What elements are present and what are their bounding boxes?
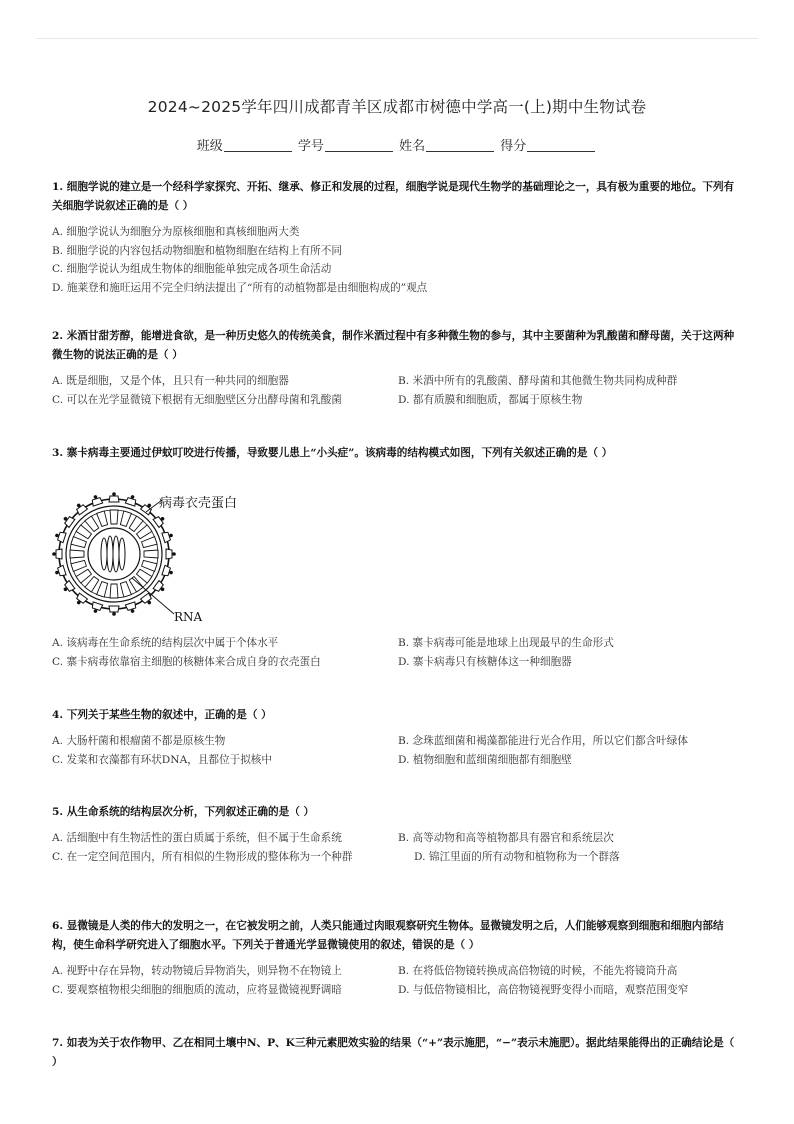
option-a: A. 大肠杆菌和根瘤菌不都是原核生物 bbox=[52, 735, 226, 747]
question-3-options bbox=[52, 634, 742, 671]
score-label: 得分 bbox=[500, 139, 527, 154]
rna-coil bbox=[101, 536, 125, 572]
question-7 bbox=[52, 1034, 742, 1072]
question-6 bbox=[52, 917, 742, 999]
option-b: B. 细胞学说的内容包括动物细胞和植物细胞在结构上有所不同 bbox=[52, 244, 342, 257]
option-c: C. 细胞学说认为组成生物体的细胞能单独完成各项生命活动 bbox=[52, 263, 332, 275]
option-b: B. 在将低倍物镜转换成高倍物镜的时候，不能先将镜筒升高 bbox=[398, 965, 678, 977]
question-stem: 1. 细胞学说的建立是一个经科学家探究、开拓、继承、修正和发展的过程，细胞学说是现代生物学的基础理论之一，具有极为重要的地位。下列有关细胞学说叙述正确的是（ ） bbox=[52, 181, 735, 212]
spike-protein bbox=[109, 492, 119, 524]
spike-protein bbox=[109, 584, 119, 616]
class-blank[interactable] bbox=[224, 138, 292, 152]
question-4 bbox=[52, 706, 742, 769]
option-b: B. 寨卡病毒可能是地球上出现最早的生命形式 bbox=[398, 637, 614, 649]
question-stem: 7. 如表为关于农作物甲、乙在相同土壤中N、P、K三种元素肥效实验的结果（“+”表示施肥，“−”表示未施肥）。据此结果能得出的正确结论是（ ） bbox=[52, 1037, 735, 1068]
name-blank[interactable] bbox=[426, 138, 494, 152]
option-d: D. 锦江里面的所有动物和植物称为一个群落 bbox=[414, 850, 620, 863]
class-label: 班级 bbox=[196, 139, 223, 154]
name-label: 姓名 bbox=[399, 139, 426, 154]
option-d: D. 施莱登和施旺运用不完全归纳法提出了“所有的动植物都是由细胞构成的”观点 bbox=[52, 281, 428, 294]
option-a: A. 视野中存在异物，转动物镜后异物消失，则异物不在物镜上 bbox=[52, 965, 342, 977]
zika-virus-diagram bbox=[52, 490, 262, 622]
question-5 bbox=[52, 803, 742, 866]
option-d: D. 与低倍物镜相比，高倍物镜视野变得小而暗，观察范围变窄 bbox=[398, 983, 689, 996]
option-a: A. 活细胞中有生物活性的蛋白质属于系统，但不属于生命系统 bbox=[52, 832, 342, 844]
spike-protein bbox=[52, 549, 84, 559]
question-stem: 5. 从生命系统的结构层次分析，下列叙述正确的是（ ） bbox=[52, 806, 315, 818]
spike-protein bbox=[144, 549, 176, 559]
option-d: D. 植物细胞和蓝细菌细胞都有细胞壁 bbox=[398, 753, 572, 766]
option-b: B. 米酒中所有的乳酸菌、酵母菌和其他微生物共同构成种群 bbox=[398, 375, 678, 387]
option-a: A. 细胞学说认为细胞分为原核细胞和真核细胞两大类 bbox=[52, 226, 300, 238]
capsid-protein-label: 病毒衣壳蛋白 bbox=[159, 496, 238, 511]
option-d: D. 寨卡病毒只有核糖体这一种细胞器 bbox=[398, 655, 572, 668]
question-stem: 6. 显微镜是人类的伟大的发明之一，在它被发明之前，人类只能通过肉眼观察研究生物体。显微镜发明之后，人们能够观察到细胞和细胞内部结构，使生命科学研究进入了细胞水平。下列关于普通光学显微镜使用的叙述，错误的是（ ） bbox=[52, 920, 724, 951]
question-stem: 3. 寨卡病毒主要通过伊蚊叮咬进行传播，导致婴儿患上“小头症”。该病毒的结构模式如图，下列有关叙述正确的是（ ） bbox=[52, 447, 613, 459]
option-b: B. 念珠蓝细菌和褐藻都能进行光合作用，所以它们都含叶绿体 bbox=[398, 735, 688, 747]
capsid-protein-spikes bbox=[52, 492, 176, 616]
page-title: 2024~2025学年四川成都青羊区成都市树德中学高一(上)期中生物试卷 bbox=[147, 98, 647, 116]
question-stem: 4. 下列关于某些生物的叙述中，正确的是（ ） bbox=[52, 709, 272, 721]
question-stem: 2. 米酒甘甜芳醇，能增进食欲，是一种历史悠久的传统美食，制作米酒过程中有多种微生物的参与，其中主要菌种为乳酸菌和酵母菌，关于这两种微生物的说法正确的是（ ） bbox=[52, 330, 735, 361]
rna-label: RNA bbox=[174, 610, 203, 622]
option-d: D. 都有质膜和细胞质，都属于原核生物 bbox=[398, 393, 583, 406]
number-label: 学号 bbox=[297, 139, 324, 154]
option-c: C. 要观察植物根尖细胞的细胞质的流动，应将显微镜视野调暗 bbox=[52, 983, 342, 996]
score-blank[interactable] bbox=[527, 138, 595, 152]
option-a: A. 该病毒在生命系统的结构层次中属于个体水平 bbox=[52, 637, 279, 649]
option-c: C. 寨卡病毒依靠宿主细胞的核糖体来合成自身的衣壳蛋白 bbox=[52, 655, 321, 668]
option-b: B. 高等动物和高等植物都具有器官和系统层次 bbox=[398, 832, 614, 844]
option-a: A. 既是细胞，又是个体，且只有一种共同的细胞器 bbox=[52, 375, 289, 387]
question-1 bbox=[52, 178, 742, 297]
option-c: C. 发菜和衣藻都有环状DNA，且都位于拟核中 bbox=[52, 753, 272, 766]
option-c: C. 可以在光学显微镜下根据有无细胞壁区分出酵母菌和乳酸菌 bbox=[52, 393, 342, 406]
question-3 bbox=[52, 444, 742, 463]
number-blank[interactable] bbox=[325, 138, 393, 152]
question-2 bbox=[52, 327, 742, 409]
option-c: C. 在一定空间范围内，所有相似的生物形成的整体称为一个种群 bbox=[52, 850, 353, 863]
top-divider bbox=[36, 38, 758, 39]
student-info-line bbox=[0, 135, 794, 154]
